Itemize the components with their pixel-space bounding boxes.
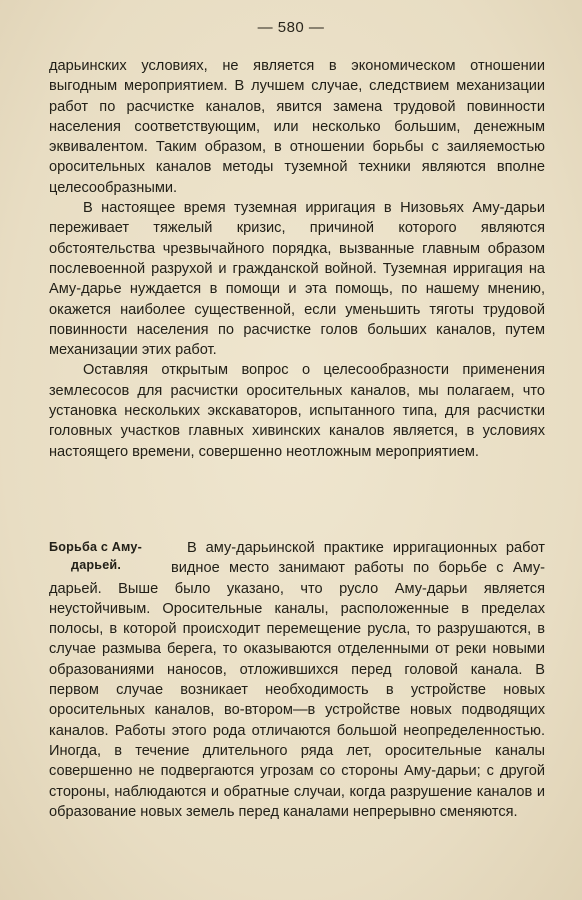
paragraph-continuation: дарьинских условиях, не является в экономическом отношении выгодным мероприятием. В лучшем случае, следствием механизации работ по расчистке каналов, явится замена трудовой повинности населения соответствующим, или несколько большим, денежным эквивалентом. Таким образом, в отношении борьбы с заиляемостью оросительных каналов методы туземной техники являются вполне целесообразными. [49, 58, 545, 196]
paragraph-crisis: В настоящее время туземная ирригация в Низовьях Аму-дарьи переживает тяжелый кризис, причиной которого являются обстоятельства чрезвычайного порядка, вызванные главным образом послевоенной разрухой и гражданской войной. Туземная ирригация на Аму-дарье нуждается в помощи и эта помощь, по нашему мнению, окажется наиболее существенной, если уменьшить тяготы трудовой повинности населения по расчистке голов больших каналов, путем механизации этих работ. [49, 200, 545, 359]
section-heading [49, 538, 165, 578]
section-paragraph: В аму-дарьинской практике ирригационных работ видное место занимают работы по борьбе с Аму-дарьей. Выше было указано, что русло Аму-дарьи является неустойчивым. Оросительные каналы, расположенные в пределах полосы, в которой происходит перемещение русла, то разрушаются, в случае размыва берега, то оказываются отделенными от реки новыми образованиями наносов, отложившихся перед головой канала. В первом случае возникает необходимость в устройстве новых оросительных каналов, во-втором—в устройстве новых подводящих каналов. Работы этого рода отличаются большой неопределенностью. Иногда, в течение длительного ряда лет, оросительные каналы совершенно не подвергаются угрозам со стороны Аму-дарьи; с другой стороны, наблюдаются и обратные случаи, когда разрушение каналов и образование новых земель перед каналами непрерывно сменяются. [49, 540, 545, 820]
main-text [49, 56, 545, 462]
paragraph-excavators: Оставляя открытым вопрос о целесообразности применения землесосов для расчистки оросительных каналов, мы полагаем, что установка нескольких экскаваторов, испытанного типа, для расчистки головных участков главных хивинских каналов является, в условиях настоящего времени, совершенно неотложным мероприятием. [49, 362, 545, 460]
section-river-control [49, 538, 545, 822]
page-number: — 580 — [257, 19, 325, 36]
section-heading-line1: Борьба с Аму- [49, 540, 143, 554]
section-heading-line2: дарьей. [71, 558, 122, 572]
